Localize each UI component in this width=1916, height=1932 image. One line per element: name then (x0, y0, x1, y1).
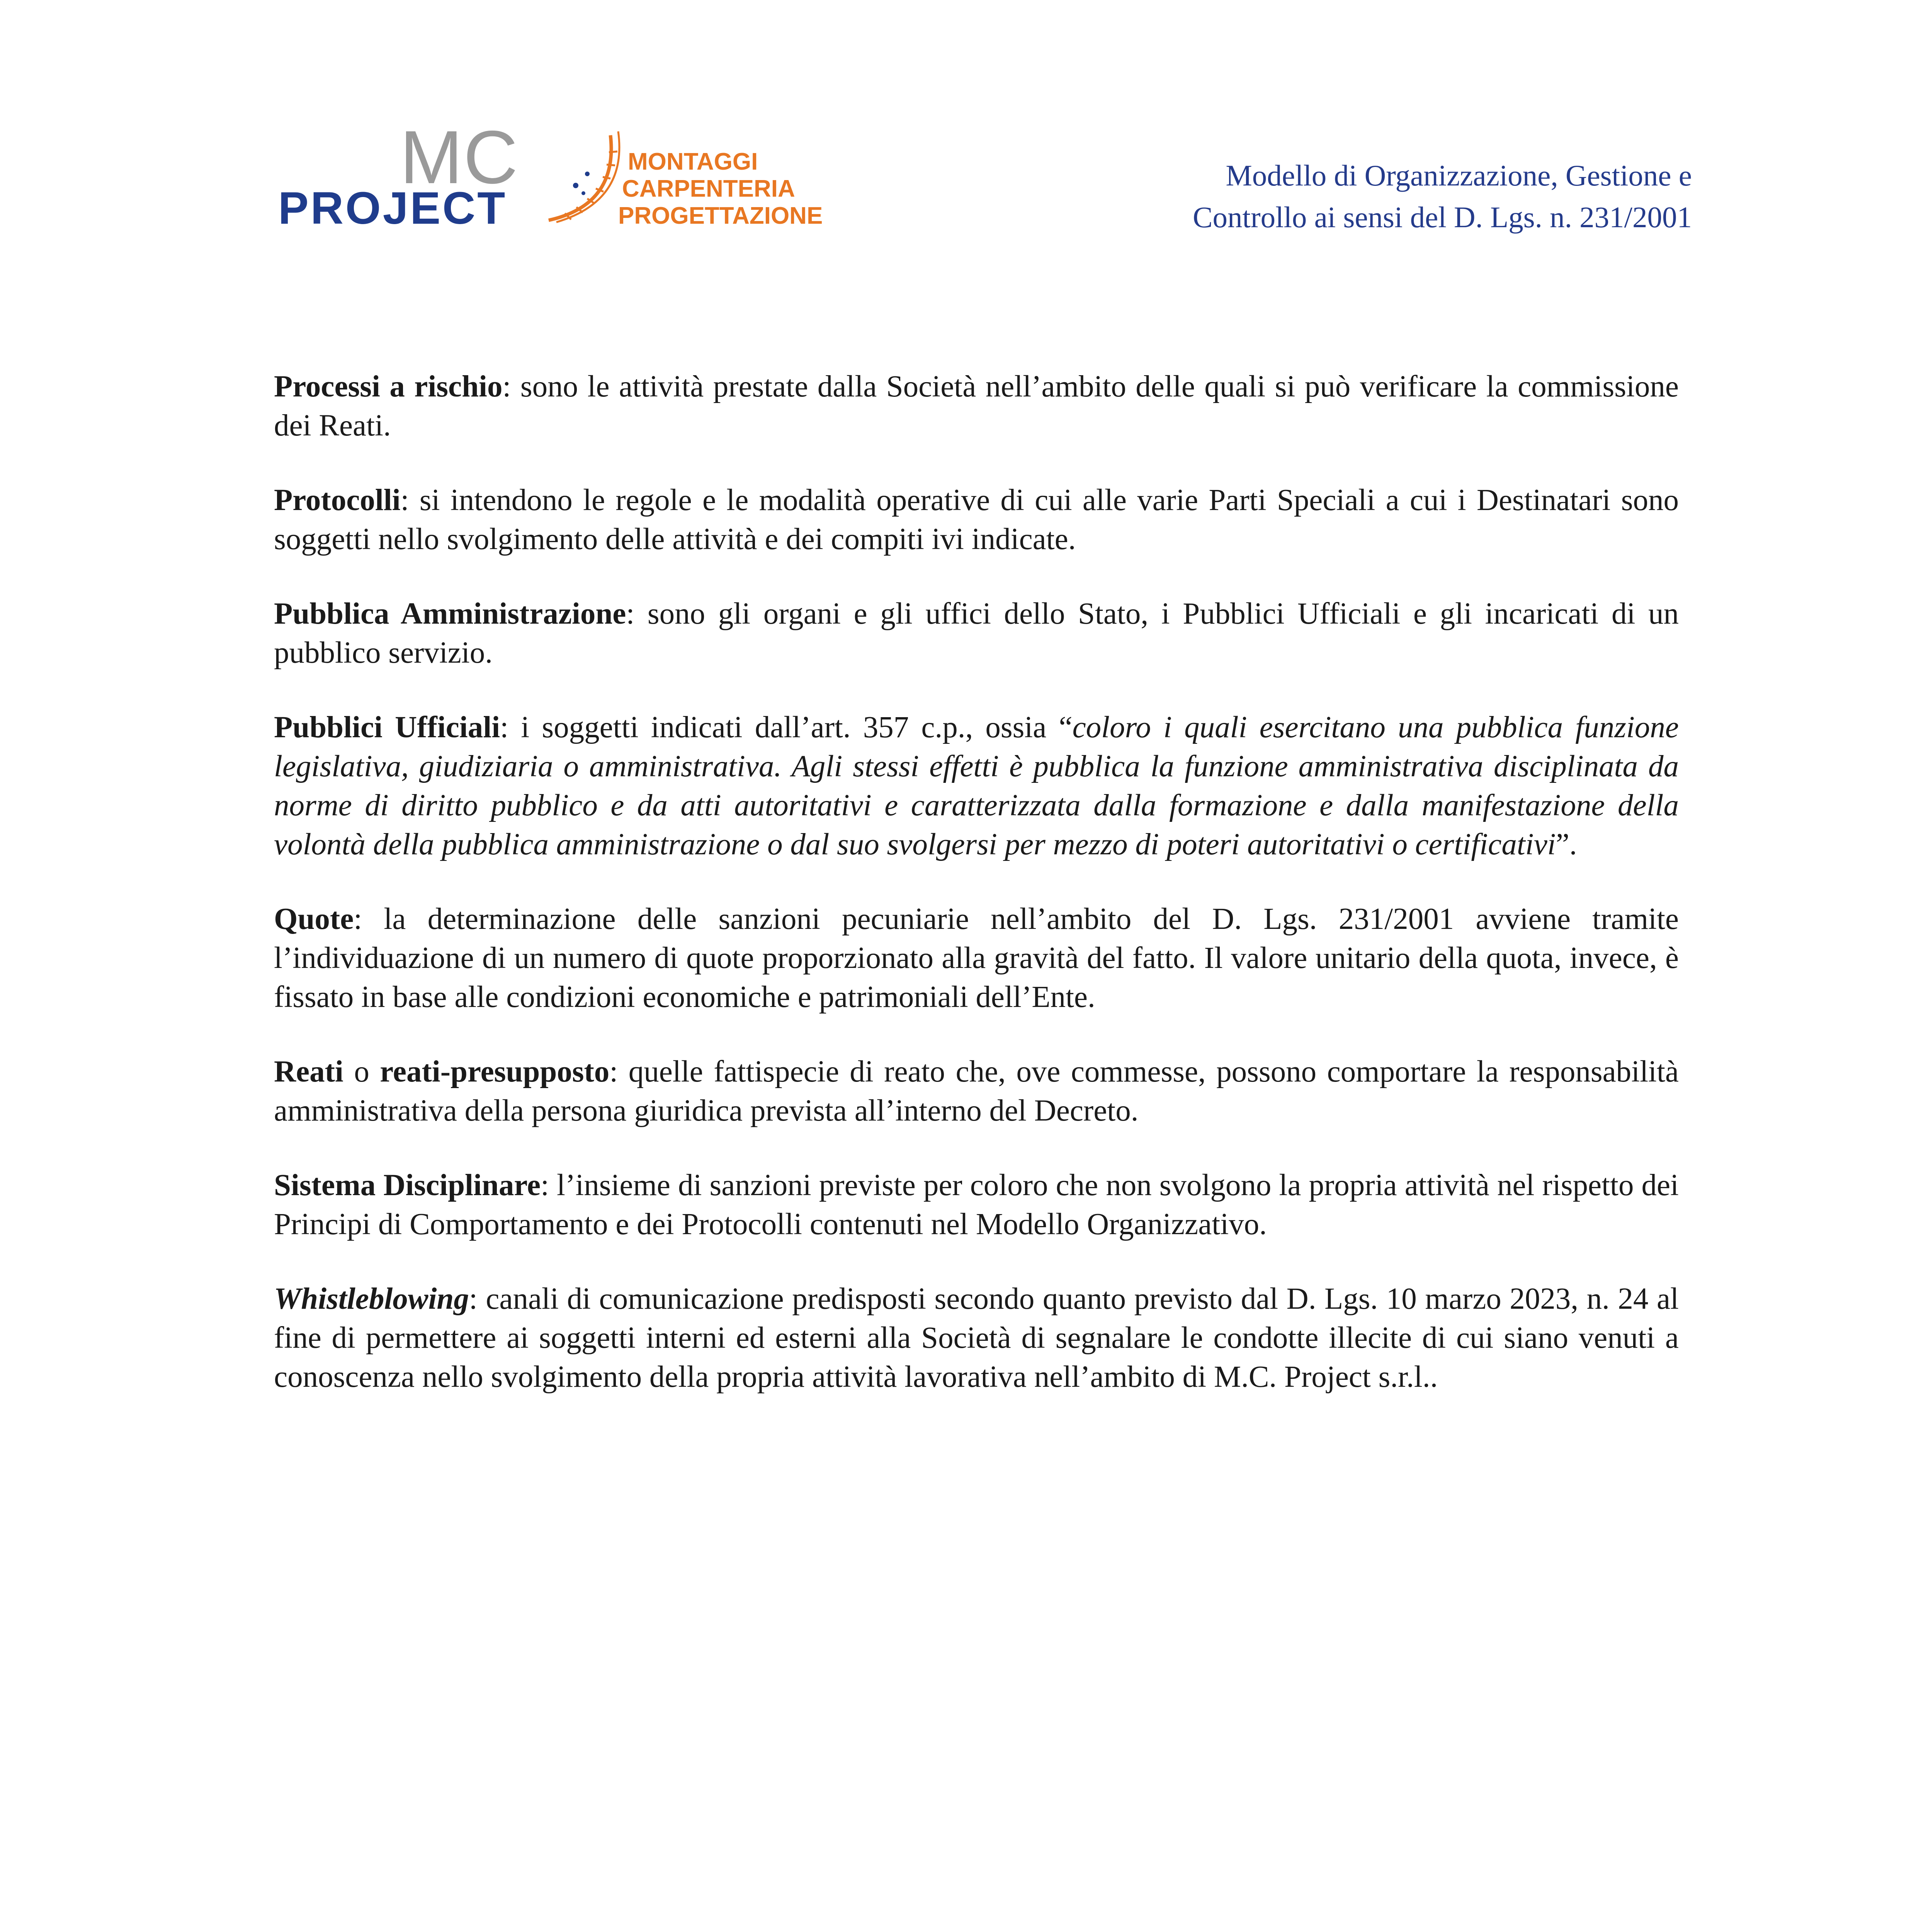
definition-connector: o (343, 1055, 380, 1088)
definition-text: : la determinazione delle sanzioni pecuniarie nell’ambito del D. Lgs. 231/2001 avviene tramite l’individuazione di un numero di quote proporzionato alla gravità del fatto. Il valore unitario della quota, invece, è fissato in base alle condizioni economiche e patrimoniali dell’Ente. (274, 902, 1679, 1014)
definition-pubblica-amministrazione (274, 594, 1679, 672)
definition-text: : quelle fattispecie di reato che, ove commesse, possono comportare la responsabilità amministrativa della persona giuridica prevista all’interno del Decreto. (274, 1055, 1679, 1128)
definition-term: Sistema Disciplinare (274, 1168, 541, 1202)
definition-term: Pubblici Ufficiali (274, 711, 500, 744)
definition-term: Protocolli (274, 483, 401, 517)
definition-quote: coloro i quali esercitano una pubblica funzione legislativa, giudiziaria o amministrativa. Agli stessi effetti è pubblica la funzione amministrativa disciplinata da norme di diritto pubblico e da atti autoritativi e caratterizzata dalla formazione e dalla manifestazione della volontà della pubblica amministrazione o dal suo svolgersi per mezzo di poteri autoritativi o certificativi (274, 711, 1679, 861)
definition-term: Whistleblowing (274, 1282, 469, 1316)
definitions-list (274, 367, 1679, 1432)
logo-mc-text: MC (400, 115, 519, 199)
header-title-line-2: Controllo ai sensi del D. Lgs. n. 231/2001 (1193, 201, 1692, 234)
definition-term: Pubblica Amministrazione (274, 597, 626, 631)
definition-whistleblowing (274, 1279, 1679, 1396)
logo-project-text: PROJECT (278, 183, 507, 234)
logo-tagline-1: MONTAGGI (628, 148, 758, 175)
definition-sistema-disciplinare (274, 1166, 1679, 1244)
definition-text: : canali di comunicazione predisposti secondo quanto previsto dal D. Lgs. 10 marzo 2023, n. 24 al fine di permettere ai soggetti interni ed esterni alla Società di segnalare le condotte illecite di cui siano venuti a conoscenza nello svolgimento della propria attività lavorativa nell’ambito di M.C. Project s.r.l.. (274, 1282, 1679, 1394)
definition-pubblici-ufficiali (274, 708, 1679, 864)
definition-reati (274, 1052, 1679, 1130)
definition-text: : sono le attività prestate dalla Società nell’ambito delle quali si può verificare la commissione dei Reati. (274, 370, 1679, 442)
header-title-line-1: Modello di Organizzazione, Gestione e (1226, 159, 1692, 192)
definition-processi-a-rischio (274, 367, 1679, 445)
definition-text: : l’insieme di sanzioni previste per coloro che non svolgono la propria attività nel rispetto dei Principi di Comportamento e dei Protocolli contenuti nel Modello Organizzativo. (274, 1168, 1679, 1241)
definition-quote-term (274, 900, 1679, 1017)
definition-text: : si intendono le regole e le modalità operative di cui alle varie Parti Speciali a cui i Destinatari sono soggetti nello svolgimento delle attività e dei compiti ivi indicate. (274, 483, 1679, 556)
logo-tagline-2: CARPENTERIA (622, 175, 795, 202)
definition-term: Processi a rischio (274, 370, 503, 403)
definition-term: Reati (274, 1055, 343, 1088)
definition-text: : i soggetti indicati dall’art. 357 c.p., ossia “ (500, 711, 1073, 744)
definition-term: Quote (274, 902, 354, 936)
definition-term-secondary: reati-presupposto (380, 1055, 610, 1088)
logo-tagline-3: PROGETTAZIONE (618, 202, 823, 229)
company-logo (278, 115, 823, 243)
definition-text: : sono gli organi e gli uffici dello Stato, i Pubblici Ufficiali e gli incaricati di un pubblico servizio. (274, 597, 1679, 670)
document-header-title (1193, 155, 1692, 238)
definition-tail: ”. (1556, 828, 1577, 861)
definition-protocolli (274, 481, 1679, 559)
